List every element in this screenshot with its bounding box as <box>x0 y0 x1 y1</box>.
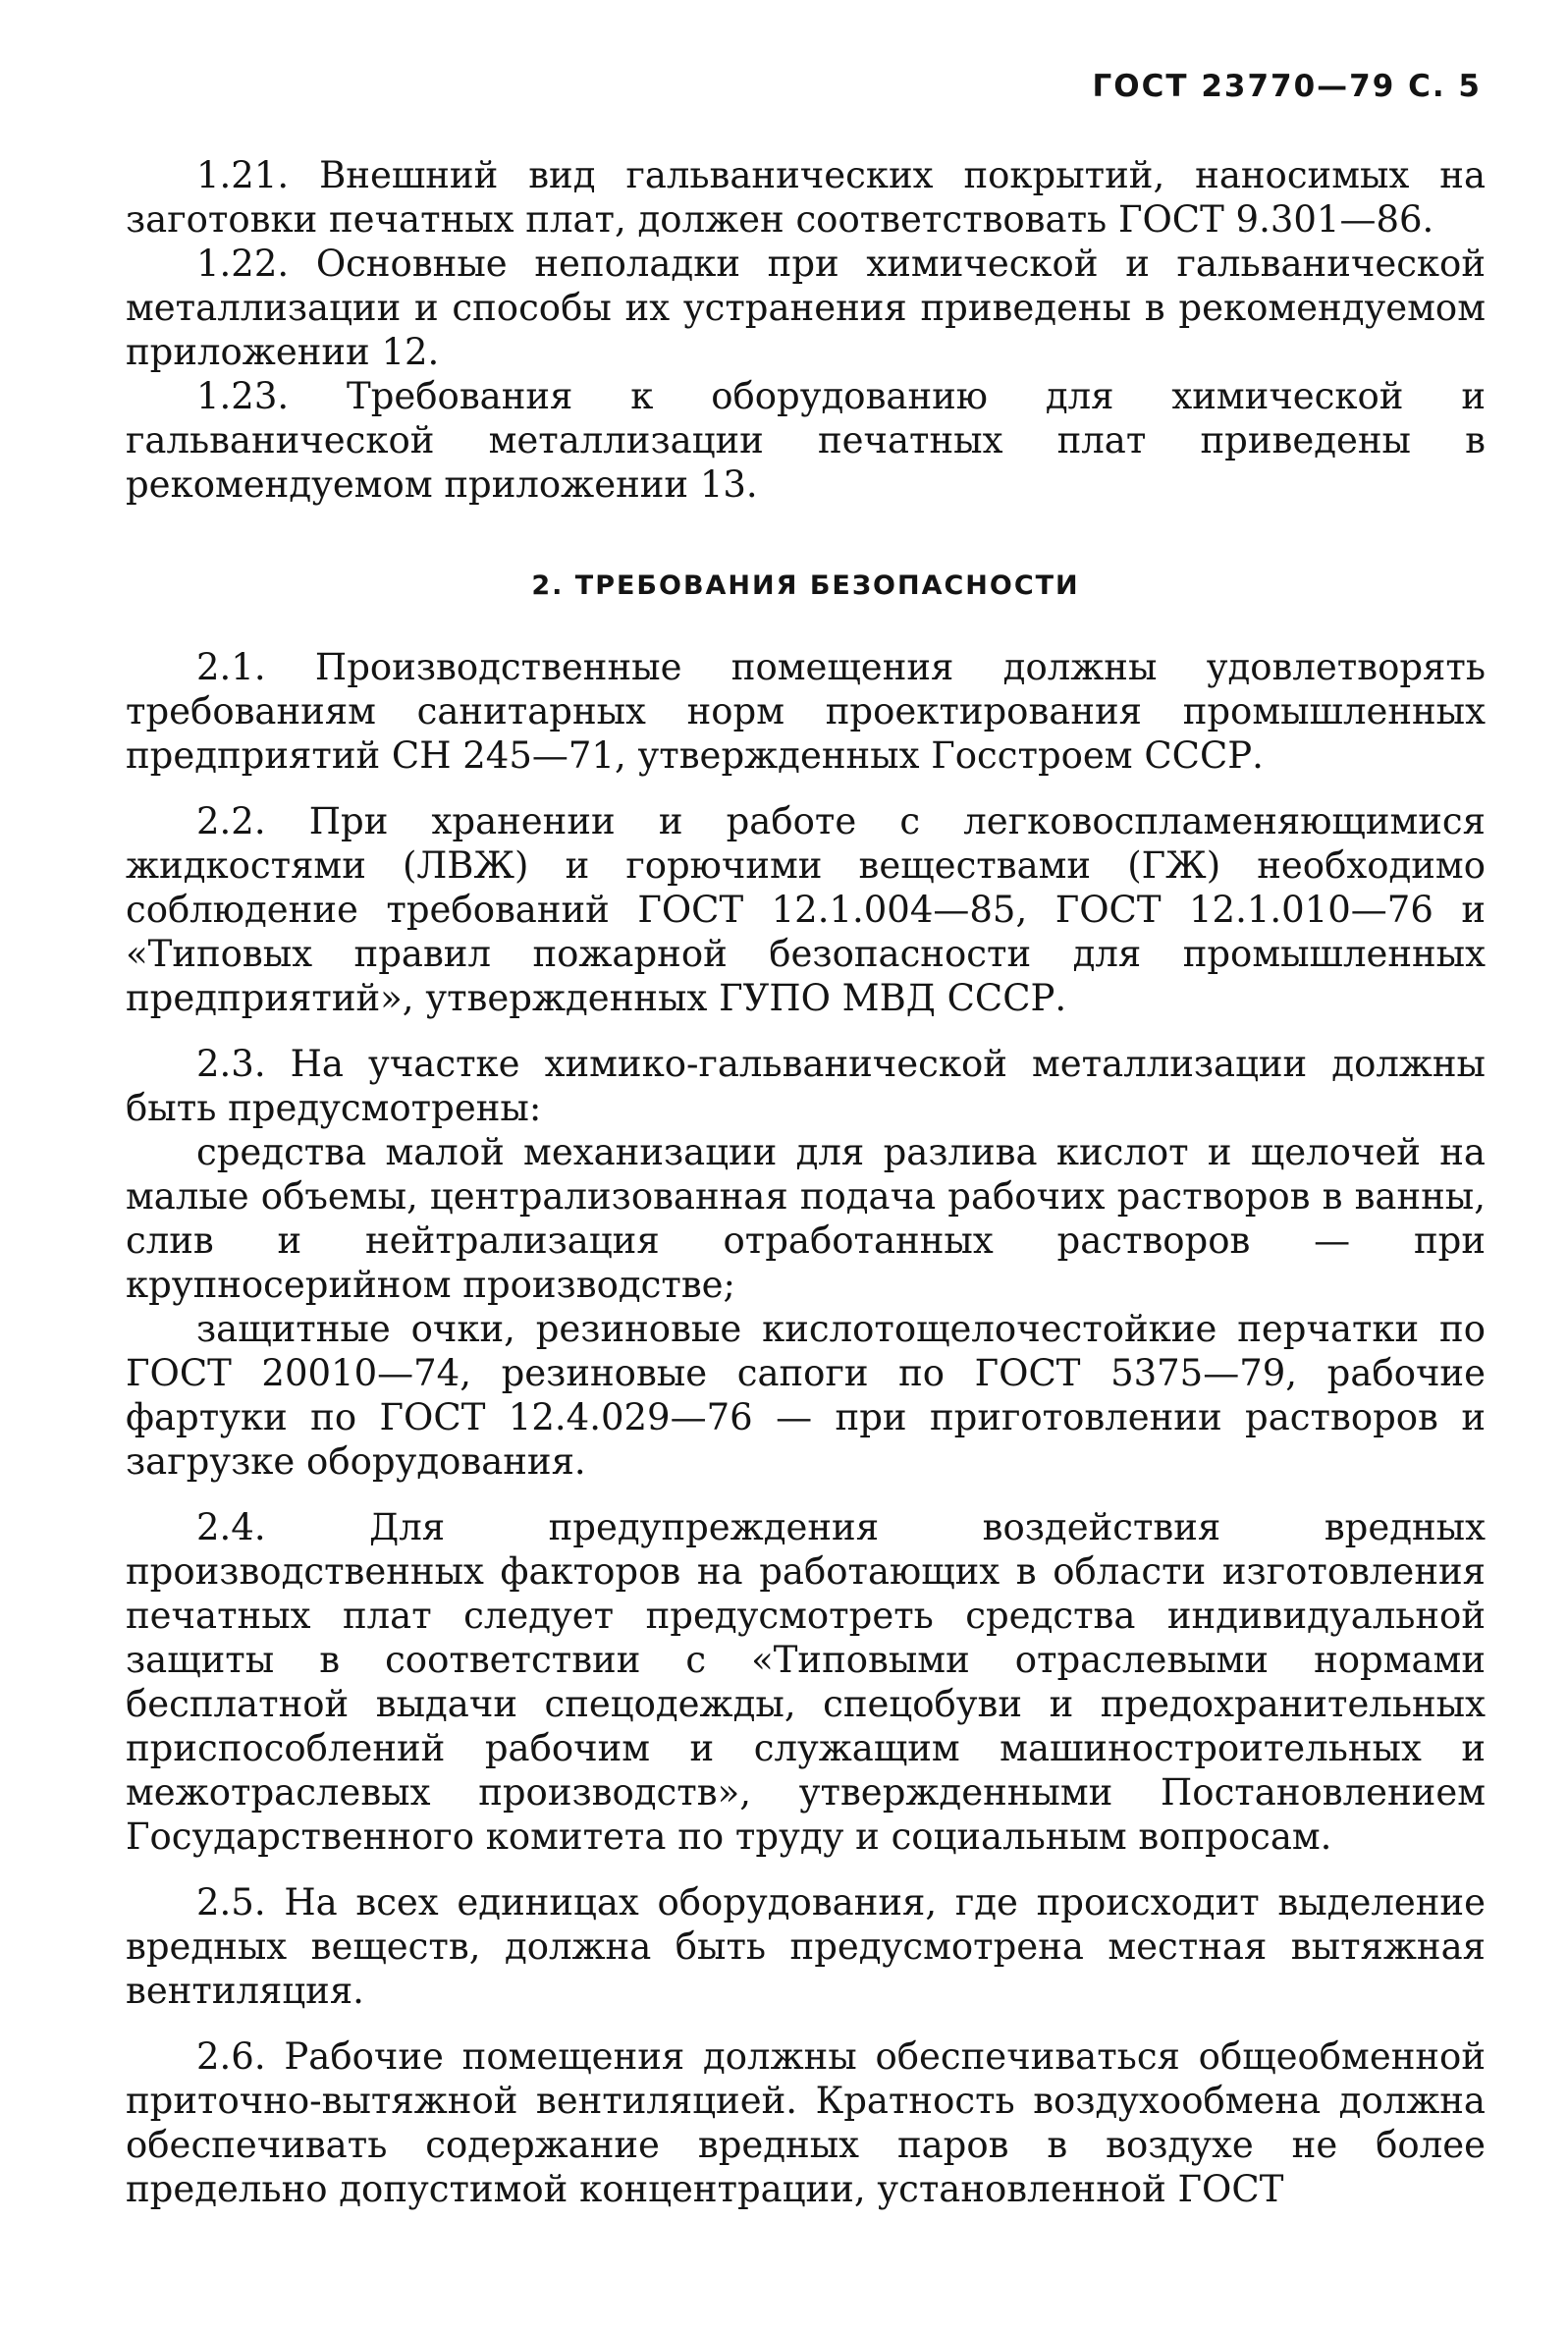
running-head: ГОСТ 23770—79 С. 5 <box>1092 69 1482 104</box>
paragraph-2-5: 2.5. На всех единицах оборудования, где происходит выделение вредных веществ, должна быть предусмотрена местная вытяжная вентиляция. <box>126 1881 1486 2012</box>
paragraph-2-4: 2.4. Для предупреждения воздействия вредных производственных факторов на работающих в области изготовления печатных плат следует предусмотреть средства индивидуальной защиты в соответствии с «Типовыми отраслевыми нормами бесплатной выдачи спецодежды, спецобуви и предохранительных приспособлений рабочим и служащим машиностроительных и межотраслевых производств», утвержденными Постановлением Государственного комитета по труду и социальным вопросам. <box>126 1506 1486 1858</box>
paragraph-2-3-item-b: защитные очки, резиновые кислотощелочестойкие перчатки по ГОСТ 20010—74, резиновые сапоги по ГОСТ 5375—79, рабочие фартуки по ГОСТ 12.4.029—76 — при приготовлении растворов и загрузке оборудования. <box>126 1308 1486 1483</box>
paragraph-2-3: 2.3. На участке химико-гальванической металлизации должны быть предусмотрены: <box>126 1043 1486 1129</box>
paragraph-2-6: 2.6. Рабочие помещения должны обеспечиваться общеобменной приточно-вытяжной вентиляцией. Кратность воздухообмена должна обеспечивать содержание вредных паров в воздухе не более предельно допустимой концентрации, установленной ГОСТ <box>126 2035 1486 2210</box>
section-title-safety: 2. ТРЕБОВАНИЯ БЕЗОПАСНОСТИ <box>531 570 1080 601</box>
document-body <box>126 153 1486 2211</box>
paragraph-2-3-item-a: средства малой механизации для разлива кислот и щелочей на малые объемы, централизованная подача рабочих растворов в ванны, слив и нейтрализация отработанных растворов — при крупносерийном производстве; <box>126 1131 1486 1306</box>
paragraph-1-23: 1.23. Требования к оборудованию для химической и гальванической металлизации печатных плат приведены в рекомендуемом приложении 13. <box>126 375 1486 506</box>
paragraph-2-1: 2.1. Производственные помещения должны удовлетворять требованиям санитарных норм проектирования промышленных предприятий СН 245—71, утвержденных Госстроем СССР. <box>126 646 1486 777</box>
paragraph-1-21: 1.21. Внешний вид гальванических покрытий, наносимых на заготовки печатных плат, должен соответствовать ГОСТ 9.301—86. <box>126 154 1486 241</box>
paragraph-2-2: 2.2. При хранении и работе с легковоспламеняющимися жидкостями (ЛВЖ) и горючими веществами (ГЖ) необходимо соблюдение требований ГОСТ 12.1.004—85, ГОСТ 12.1.010—76 и «Типовых правил пожарной безопасности для промышленных предприятий», утвержденных ГУПО МВД СССР. <box>126 800 1486 1019</box>
paragraph-1-22: 1.22. Основные неполадки при химической и гальванической металлизации и способы их устранения приведены в рекомендуемом приложении 12. <box>126 243 1486 373</box>
